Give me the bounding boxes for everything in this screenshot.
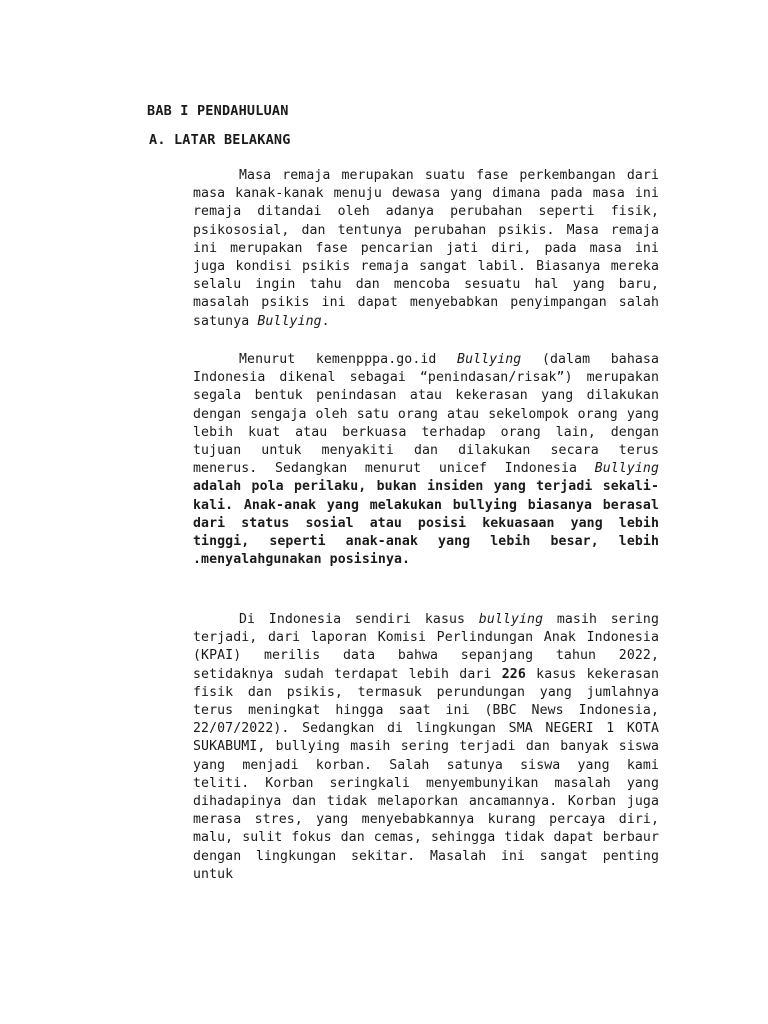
paragraph-2-part-2: adalah pola perilaku, bukan insiden yang terjadi sekali-kali. Anak-anak yang melakukan bullying biasanya berasal dari status sosial atau posisi kekuasaan yang lebih tinggi, seperti anak-anak yang lebih besar, lebih .menyalahgunakan posisinya. xyxy=(193,479,659,568)
paragraph-3-part-1: masih sering terjadi, dari laporan Komisi Perlindungan Anak Indonesia (KPAI) merilis data bahwa sepanjang tahun 2022, setidaknya sudah terdapat lebih dari xyxy=(193,612,659,682)
paragraph-3-term: bullying xyxy=(478,612,544,627)
paragraph-1-text: Masa remaja merupakan suatu fase perkembangan dari masa kanak-kanak menuju dewasa yang dimana pada masa ini remaja ditandai oleh adanya perubahan seperti fisik, psikososial, dan tentunya perubahan psikis. Masa remaja ini merupakan fase pencarian jati diri, pada masa ini juga kondisi psikis remaja sangat labil. Biasanya mereka selalu ingin tahu dan mencoba sesuatu hal yang baru, masalah psikis ini dapat menyebabkan penyimpangan salah satunya xyxy=(193,168,659,329)
paragraph-2-term-2: Bullying xyxy=(594,461,659,477)
paragraph-2-term-1: Bullying xyxy=(457,352,522,367)
paragraph-3-part-2: kasus kekerasan fisik dan psikis, termasuk perundungan yang jumlahnya terus meningkat hingga saat ini (BBC News Indonesia, 22/07/2022). Sedangkan di lingkungan SMA NEGERI 1 KOTA SUKABUMI, bullying masih sering terjadi dan banyak siswa yang menjadi korban. Salah satunya siswa yang kami teliti. Korban seringkali menyembunyikan masalah yang dihadapinya dan tidak melaporkan ancamannya. Korban juga merasa stres, yang menyebabkannya kurang percaya diri, malu, sulit fokus dan cemas, sehingga tidak dapat berbaur dengan lingkungan sekitar. Masalah ini sangat penting untuk xyxy=(193,666,659,882)
paragraph-3-intro: Di Indonesia sendiri kasus xyxy=(239,612,479,627)
paragraph-3-number: 226 xyxy=(501,666,526,682)
paragraph-2-intro: Menurut kemenpppa.go.id xyxy=(239,352,458,367)
paragraph-2-part-1: (dalam bahasa Indonesia dikenal sebagai “penindasan/risak”) merupakan segala bentuk penindasan atau kekerasan yang dilakukan dengan sengaja oleh satu orang atau sekelompok orang yang lebih kuat atau berkuasa terhadap orang lain, dengan tujuan untuk menyakiti dan dilakukan secara terus menerus. Sedangkan menurut unicef Indonesia xyxy=(193,352,659,477)
paragraph-1-end: . xyxy=(321,313,330,329)
section-title: A. LATAR BELAKANG xyxy=(149,132,291,148)
paragraph-2 xyxy=(193,351,659,569)
chapter-title: BAB I PENDAHULUAN xyxy=(147,103,289,119)
paragraph-1-term: Bullying xyxy=(257,313,322,329)
paragraph-3 xyxy=(193,611,659,884)
paragraph-1 xyxy=(193,167,659,331)
